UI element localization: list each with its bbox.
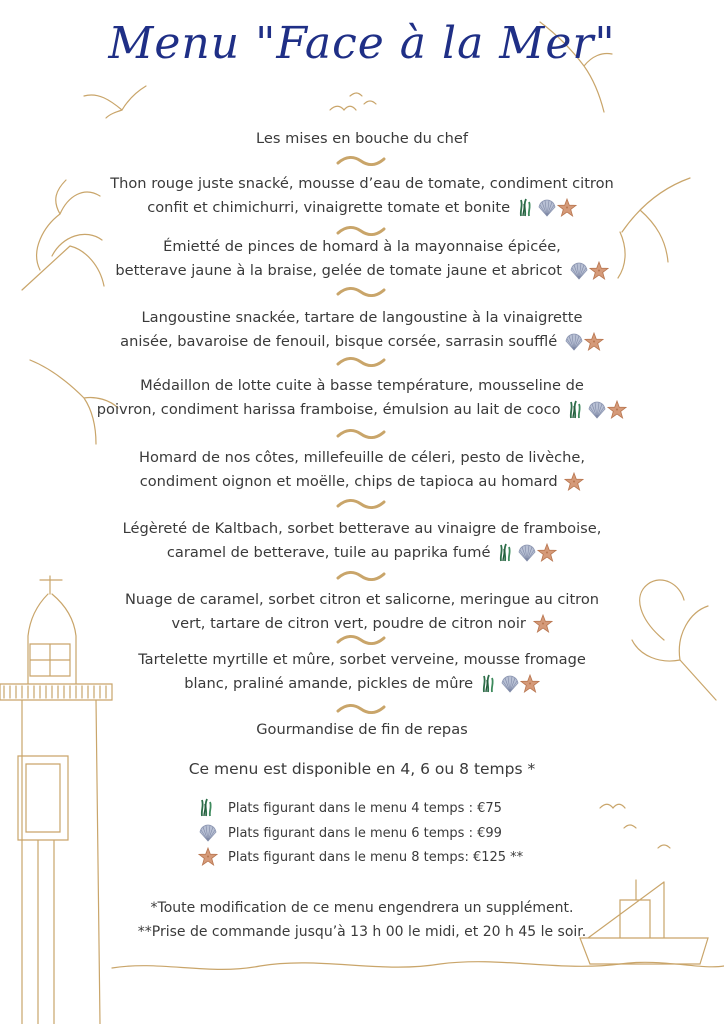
shell-icon	[569, 261, 589, 281]
dish-6	[60, 517, 664, 565]
dish-4-line-1: Médaillon de lotte cuite à basse température, mousseline de	[140, 377, 584, 394]
starfish-icon	[584, 332, 604, 352]
divider-wave	[336, 355, 386, 369]
dish-5	[60, 446, 664, 494]
dish-5-line-1: Homard de nos côtes, millefeuille de céleri, pesto de livèche,	[139, 449, 585, 466]
legend-6-courses-text: Plats figurant dans le menu 6 temps : €99	[228, 825, 502, 841]
dish-3	[60, 306, 664, 354]
shell-icon	[198, 823, 218, 843]
divider-wave	[336, 427, 386, 441]
divider-wave	[336, 633, 386, 647]
starfish-icon	[564, 472, 584, 492]
legend-6-courses	[198, 822, 502, 844]
availability-note: Ce menu est disponible en 4, 6 ou 8 temps *	[188, 760, 536, 778]
starfish-icon	[198, 847, 218, 867]
dish-7-line-1: Nuage de caramel, sorbet citron et salicorne, meringue au citron	[124, 591, 600, 608]
dish-4	[60, 374, 664, 422]
dish-1	[60, 172, 664, 220]
dish-1-line-1: Thon rouge juste snacké, mousse d’eau de tomate, condiment citron	[110, 175, 614, 192]
dish-7	[60, 588, 664, 636]
starfish-icon	[607, 400, 627, 420]
menu-title: Menu "Face à la Mer"	[108, 18, 616, 69]
divider-wave	[336, 285, 386, 299]
dish-8-line-2: blanc, praliné amande, pickles de mûre	[184, 675, 474, 692]
lighthouse	[0, 576, 112, 1024]
dish-2-line-2: betterave jaune à la braise, gelée de tomate jaune et abricot	[115, 262, 562, 279]
dish-6-line-2: caramel de betterave, tuile au paprika fumé	[166, 544, 491, 561]
shell-icon	[500, 674, 520, 694]
seaweed-icon	[567, 400, 587, 420]
starfish-icon	[520, 674, 540, 694]
dish-6-line-1: Légèreté de Kaltbach, sorbet betterave au vinaigre de framboise,	[122, 520, 602, 537]
boat	[580, 880, 708, 964]
dish-8	[60, 648, 664, 696]
dish-3-line-1: Langoustine snackée, tartare de langoustine à la vinaigrette	[141, 309, 583, 326]
dish-2	[60, 235, 664, 283]
shell-icon	[564, 332, 584, 352]
legend-4-courses	[198, 797, 502, 819]
intro-line: Les mises en bouche du chef	[256, 130, 468, 147]
starfish-icon	[557, 198, 577, 218]
legend-8-courses-text: Plats figurant dans le menu 8 temps: €125 **	[228, 849, 524, 865]
footnote-order-times: **Prise de commande jusqu’à 13 h 00 le midi, et 20 h 45 le soir.	[137, 924, 587, 940]
seaweed-icon	[497, 543, 517, 563]
divider-wave	[336, 569, 386, 583]
seagull-top-left	[84, 86, 146, 118]
legend-8-courses	[198, 846, 523, 868]
starfish-icon	[533, 614, 553, 634]
divider-wave	[336, 497, 386, 511]
shell-icon	[517, 543, 537, 563]
dish-5-line-2: condiment oignon et moëlle, chips de tapioca au homard	[139, 473, 558, 490]
dish-3-line-2: anisée, bavaroise de fenouil, bisque corsée, sarrasin soufflé	[120, 333, 558, 350]
divider-wave	[336, 702, 386, 716]
dish-4-line-2: poivron, condiment harissa framboise, émulsion au lait de coco	[96, 401, 561, 418]
legend-4-courses-text: Plats figurant dans le menu 4 temps : €75	[228, 800, 502, 816]
starfish-icon	[589, 261, 609, 281]
seaweed-icon	[198, 798, 218, 818]
dish-2-line-1: Émietté de pinces de homard à la mayonnaise épicée,	[163, 238, 561, 255]
divider-wave	[336, 154, 386, 168]
shell-icon	[537, 198, 557, 218]
shell-icon	[587, 400, 607, 420]
seaweed-icon	[517, 198, 537, 218]
dish-7-line-2: vert, tartare de citron vert, poudre de citron noir	[171, 615, 526, 632]
dish-8-line-1: Tartelette myrtille et mûre, sorbet verveine, mousse fromage	[138, 651, 586, 668]
starfish-icon	[537, 543, 557, 563]
footnote-modification: *Toute modification de ce menu engendrera un supplément.	[150, 900, 574, 916]
closing-line: Gourmandise de fin de repas	[256, 721, 468, 738]
seaweed-icon	[480, 674, 500, 694]
dish-1-line-2: confit et chimichurri, vinaigrette tomate et bonite	[147, 199, 511, 216]
